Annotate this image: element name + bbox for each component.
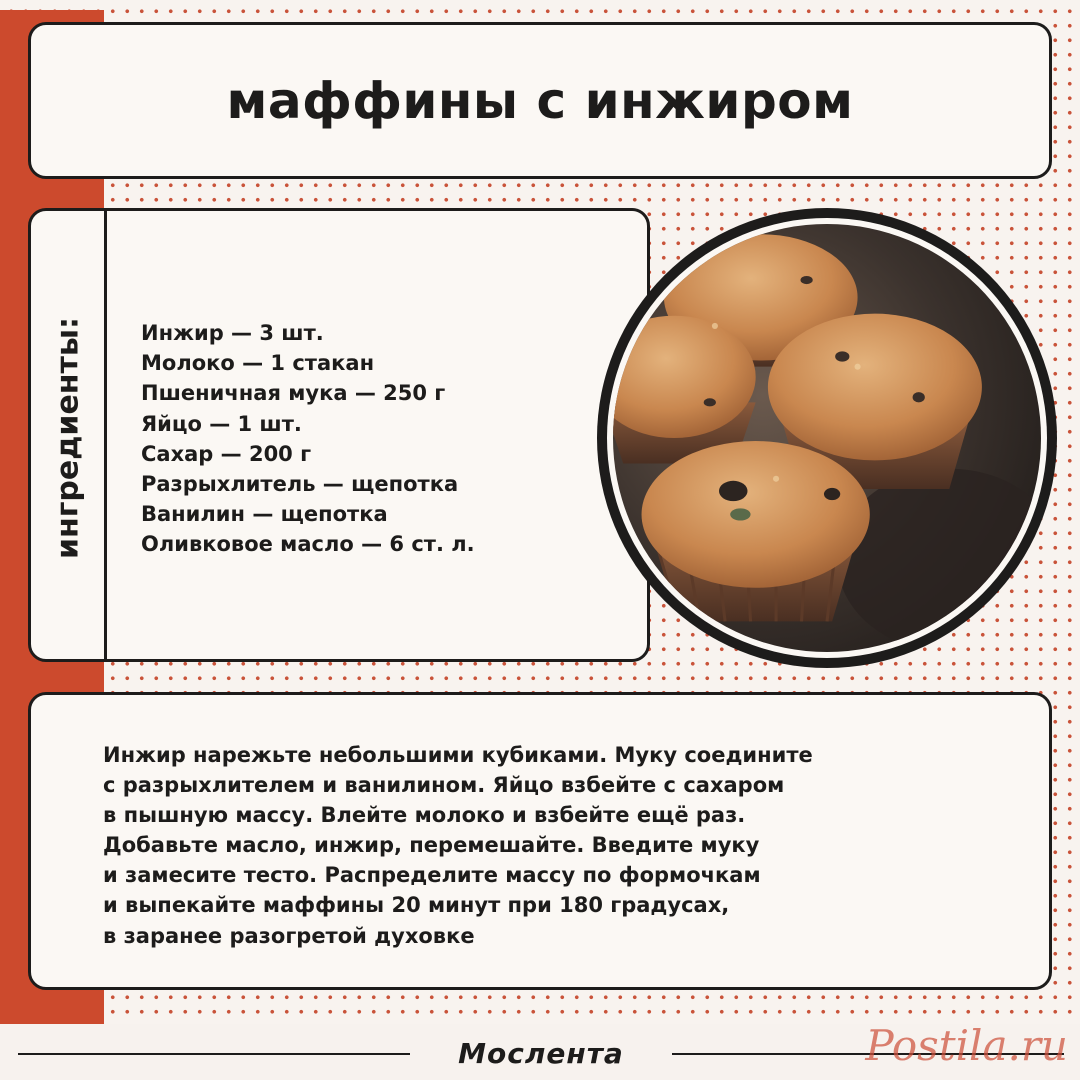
ingredient-item: Яйцо — 1 шт.	[141, 411, 302, 436]
method-line: в заранее разогретой духовке	[103, 923, 475, 948]
method-line: и выпекайте маффины 20 минут при 180 градусах,	[103, 893, 730, 918]
method-line: Инжир нарежьте небольшими кубиками. Муку соедините	[103, 743, 813, 767]
ingredient-item: Разрыхлитель — щепотка	[141, 472, 459, 497]
method-line: и замесите тесто. Распределите массу по формочкам	[103, 863, 761, 888]
method-text	[103, 740, 1003, 951]
ingredients-list	[141, 318, 475, 560]
ingredient-item: Инжир — 3 шт.	[141, 321, 324, 345]
title-card	[28, 22, 1052, 179]
ingredient-item: Сахар — 200 г	[141, 441, 312, 466]
ingredient-item: Ванилин — щепотка	[141, 502, 388, 527]
ingredient-item: Оливковое масло — 6 ст. л.	[141, 532, 475, 557]
method-line: Добавьте масло, инжир, перемешайте. Введите муку	[103, 833, 760, 858]
brand-logo: Мослента	[458, 1036, 624, 1070]
ingredients-heading: ингредиенты:	[50, 316, 86, 560]
method-line: в пышную массу. Влейте молоко и взбейте ещё раз.	[103, 803, 746, 828]
ingredient-item: Молоко — 1 стакан	[141, 351, 375, 376]
ingredients-divider	[104, 211, 107, 659]
ingredient-item: Пшеничная мука — 250 г	[141, 381, 446, 406]
method-line: с разрыхлителем и ванилином. Яйцо взбейте с сахаром	[103, 773, 785, 798]
ingredients-card	[28, 208, 650, 662]
muffins-photo-frame	[597, 208, 1057, 668]
method-card	[28, 692, 1052, 990]
recipe-title: маффины с инжиром	[226, 71, 854, 130]
muffins-illustration	[613, 224, 1041, 652]
muffins-photo	[613, 224, 1041, 652]
watermark: Postila.ru	[865, 1020, 1068, 1070]
footer-rule-left	[18, 1053, 410, 1055]
